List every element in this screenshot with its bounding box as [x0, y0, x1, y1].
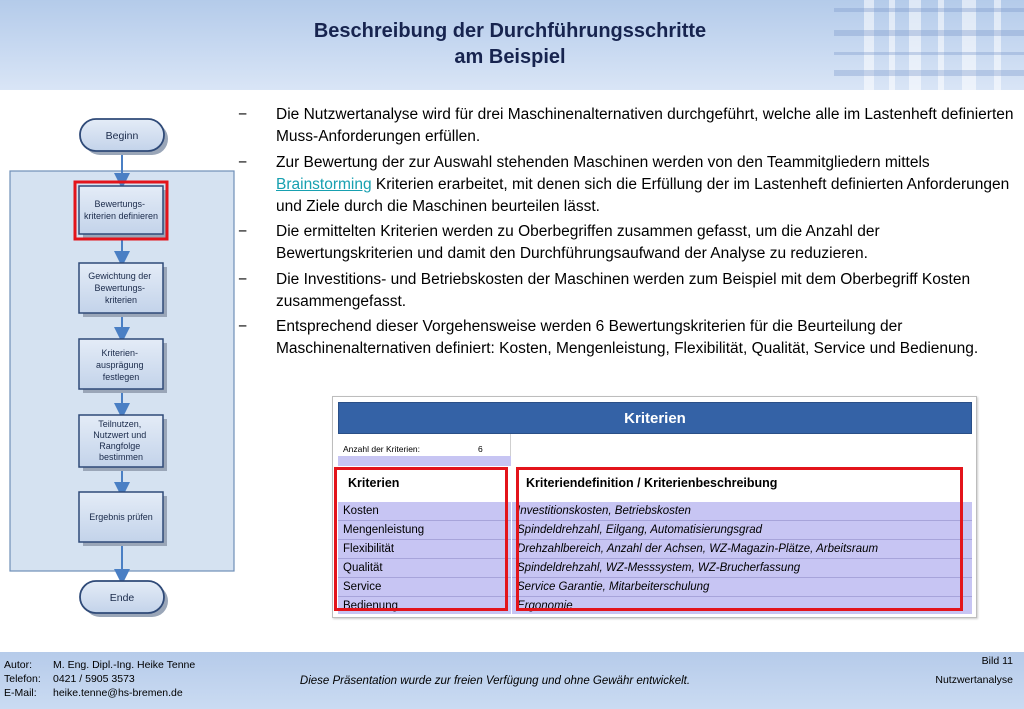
definition-column-header: Kriteriendefinition / Kriterienbeschreibung: [526, 476, 778, 490]
author-name: M. Eng. Dipl.-Ing. Heike Tenne: [53, 659, 196, 671]
flow-step-4-label: Teilnutzen, Nutzwert und Rangfolge bestimmen: [93, 419, 147, 462]
bullet-list: [238, 104, 1018, 364]
criteria-name-kosten: Kosten: [338, 502, 511, 521]
flow-step-1: [79, 186, 163, 234]
flow-step-2-label: Gewichtung der Bewertungs- kriterien: [88, 271, 152, 305]
criteria-desc-kosten: Investitionskosten, Betriebskosten: [512, 502, 972, 521]
criteria-count-label: Anzahl der Kriterien:: [338, 434, 511, 456]
criteria-table-title: Kriterien: [338, 402, 972, 434]
brainstorming-link[interactable]: Brainstorming: [276, 175, 372, 193]
criteria-name-flexibilitaet: Flexibilität: [338, 540, 511, 559]
flow-step-3-label: Kriterien- ausprägung festlegen: [95, 348, 144, 382]
email-label: E-Mail:: [4, 687, 37, 699]
bullet-item: − Zur Bewertung der zur Auswahl stehenden Maschinen werden von den Teammitgliedern mittels Brainstorming Kriterien erarbeitet, mit denen sich die Erfüllung der im Lastenheft definierten Anforderungen und Ziele durch die Maschinen beurteilen lässt.: [238, 153, 1010, 215]
criteria-desc-service: Service Garantie, Mitarbeiterschulung: [512, 578, 972, 597]
bullet-item: − Die Nutzwertanalyse wird für drei Maschinenalternativen durchgeführt, welche alle im Lastenheft definierten Muss-Anforderungen erfüllen.: [238, 106, 1014, 145]
criteria-desc-bedienung: Ergonomie: [512, 597, 972, 614]
criteria-table: [332, 396, 977, 618]
bullet-item: − Entsprechend dieser Vorgehensweise werden 6 Bewertungskriterien für die Beurteilung der Maschinenalternativen definiert: Kosten, Mengenleistung, Flexibilität, Qualität, Service und Bedienung.: [238, 318, 979, 357]
criteria-column-header: Kriterien: [348, 476, 400, 490]
criteria-count-value: 6: [478, 444, 483, 454]
phone-label: Telefon:: [4, 673, 41, 685]
flow-step-5-label: Ergebnis prüfen: [89, 512, 153, 522]
slide-topic: Nutzwertanalyse: [935, 674, 1013, 686]
slide-header: [0, 0, 1024, 90]
criteria-name-qualitaet: Qualität: [338, 559, 511, 578]
flow-start-label: Beginn: [105, 130, 139, 142]
process-flowchart: [0, 95, 236, 625]
bullet-marker: −: [238, 106, 248, 123]
criteria-name-bedienung: Bedienung: [338, 597, 511, 614]
title-line-2: am Beispiel: [454, 46, 566, 68]
criteria-desc-mengenleistung: Spindeldrehzahl, Eilgang, Automatisierungsgrad: [512, 521, 972, 540]
page-title: [150, 18, 870, 70]
criteria-name-service: Service: [338, 578, 511, 597]
email-address: heike.tenne@hs-bremen.de: [53, 687, 183, 699]
criteria-table-grid: [338, 434, 972, 614]
bullet-item: − Die ermittelten Kriterien werden zu Oberbegriffen zusammen gefasst, um die Anzahl der Bewertungskriterien und damit den Durchführungsaufwand der Analyse zu reduzieren.: [238, 223, 880, 262]
criteria-desc-flexibilitaet: Drehzahlbereich, Anzahl der Achsen, WZ-Magazin-Plätze, Arbeitsraum: [512, 540, 972, 559]
author-label: Autor:: [4, 659, 33, 671]
author-info: [4, 658, 195, 700]
flow-step-1-label: Bewertungs- kriterien definieren: [83, 199, 159, 221]
bullet-marker: −: [238, 153, 248, 171]
title-line-1: Beschreibung der Durchführungsschritte: [313, 20, 707, 42]
criteria-desc-qualitaet: Spindeldrehzahl, WZ-Messsystem, WZ-Brucherfassung: [512, 559, 972, 578]
slide-number: Bild 11: [981, 655, 1013, 667]
disclaimer-note: Diese Präsentation wurde zur freien Verfügung und ohne Gewähr entwickelt.: [299, 675, 691, 687]
bullet-marker: −: [238, 318, 248, 335]
phone-number: 0421 / 5905 3573: [53, 673, 135, 685]
criteria-name-mengenleistung: Mengenleistung: [338, 521, 511, 540]
bullet-marker: −: [238, 270, 248, 288]
bullet-marker: −: [238, 223, 248, 240]
flow-end-label: Ende: [109, 592, 135, 604]
bullet-item: − Die Investitions- und Betriebskosten der Maschinen werden zum Beispiel mit dem Oberbegriff Kosten zusammengefasst.: [238, 270, 971, 310]
slide-footer: [0, 652, 1024, 709]
